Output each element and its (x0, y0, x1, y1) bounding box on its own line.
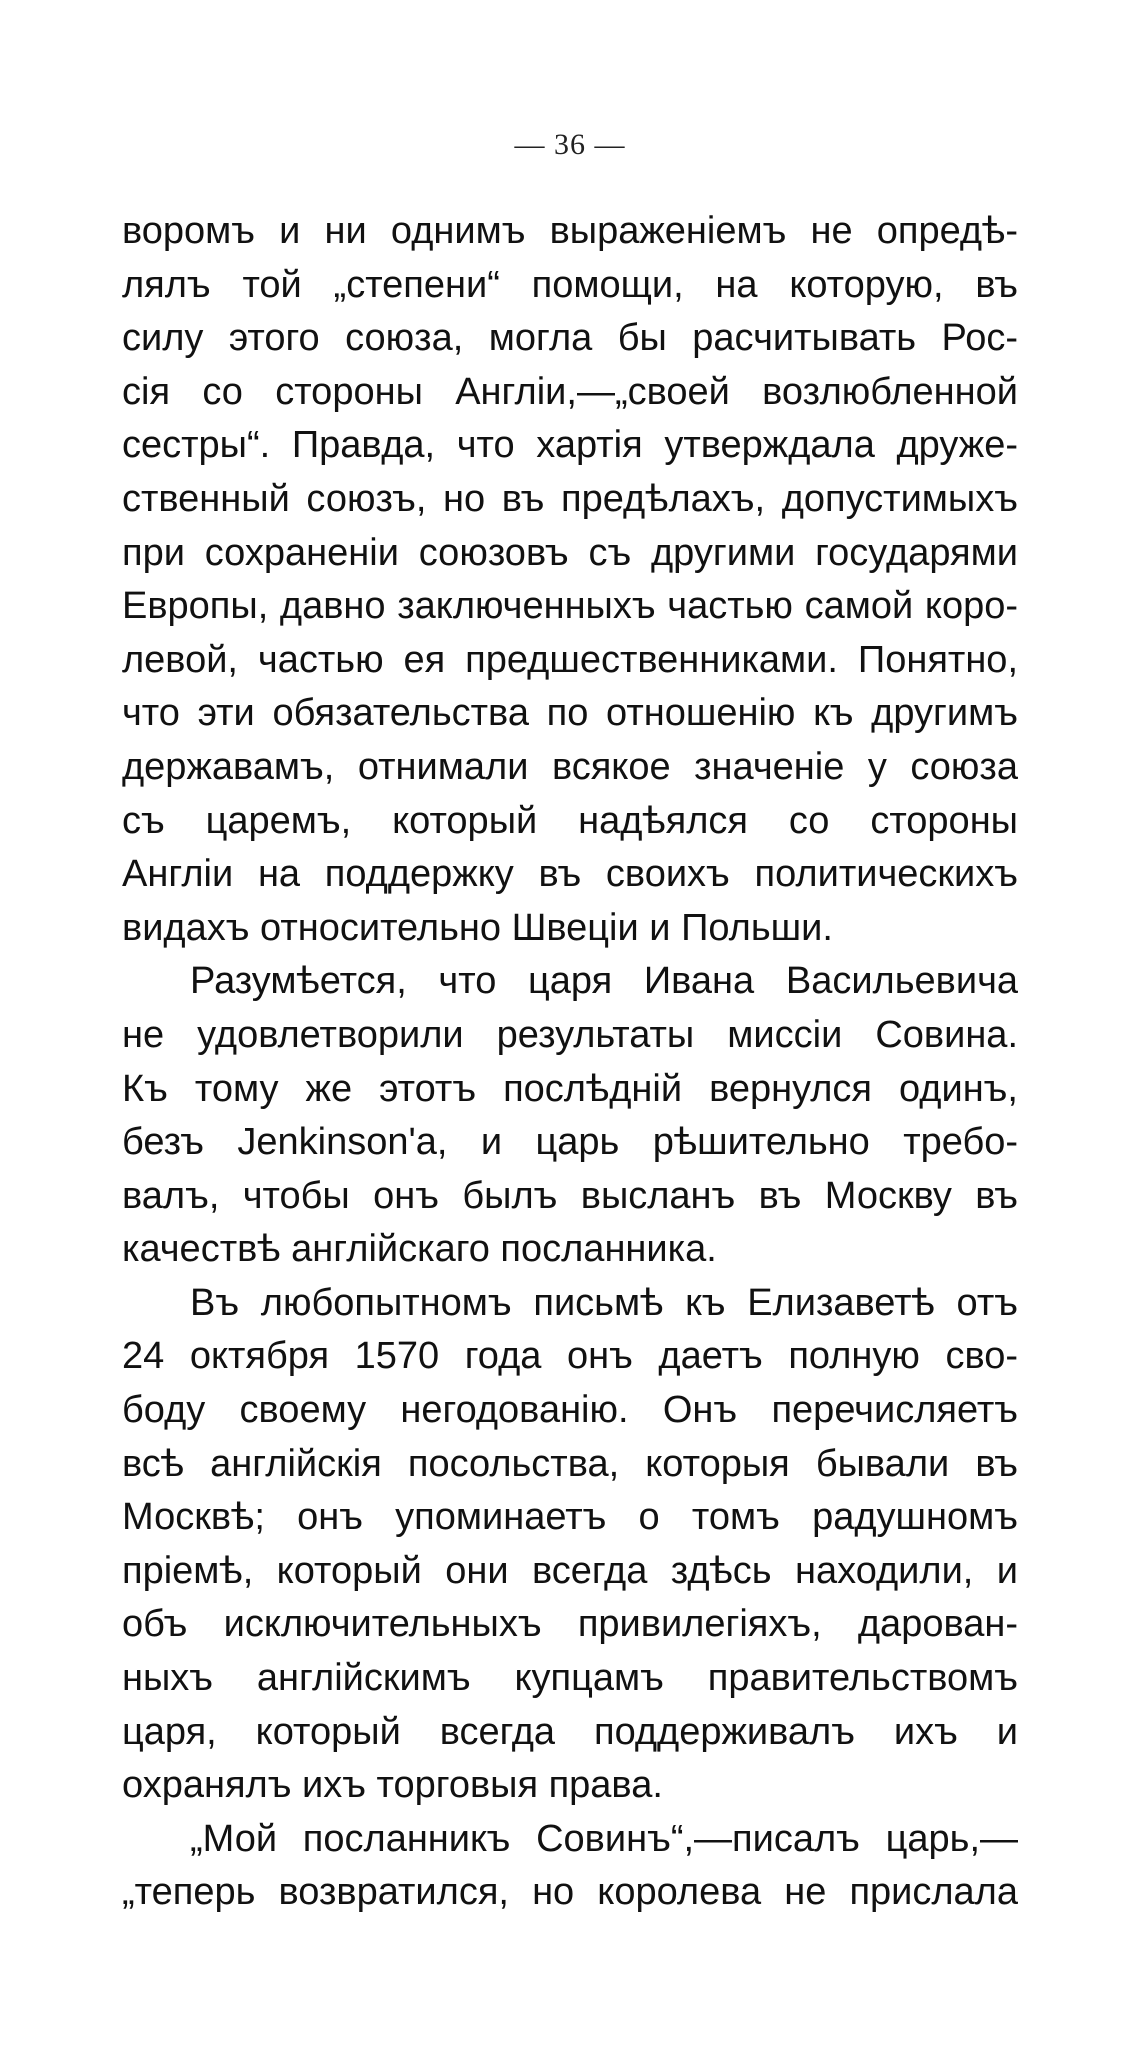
text-line: сія со стороны Англіи,—„своей возлюбленной (122, 370, 1018, 413)
text-line: царя, который всегда поддерживалъ ихъ и (122, 1710, 1018, 1753)
text-line: безъ Jenkinson'а, и царь рѣшительно требо- (122, 1121, 1018, 1164)
text-line: что эти обязательства по отношенію къ другимъ (122, 692, 1018, 735)
text-line: Разумѣется, что царя Ивана Васильевича (190, 960, 1018, 1003)
text-line: державамъ, отнимали всякое значеніе у союза (122, 745, 1018, 788)
text-line: Москвѣ; онъ упоминаетъ о томъ радушномъ (122, 1496, 1018, 1539)
text-line: не удовлетворили результаты миссіи Совина. (122, 1013, 1018, 1056)
text-line: Въ любопытномъ письмѣ къ Елизаветѣ отъ (190, 1281, 1018, 1324)
text-line: Англіи на поддержку въ своихъ политическихъ (122, 853, 1018, 896)
text-line: боду своему негодованію. Онъ перечисляетъ (122, 1389, 1018, 1432)
text-line: видахъ относительно Швеціи и Польши. (122, 906, 833, 949)
text-line: качествѣ англійскаго посланника. (122, 1228, 717, 1271)
text-line: ныхъ англійскимъ купцамъ правительствомъ (122, 1657, 1018, 1700)
text-line: сестры“. Правда, что хартія утверждала друже- (122, 424, 1018, 467)
text-line: пріемѣ, который они всегда здѣсь находили, и (122, 1549, 1018, 1592)
text-line: „Мой посланникъ Совинъ“,—писалъ царь,— (190, 1817, 1018, 1860)
text-line: Европы, давно заключенныхъ частью самой коро- (122, 585, 1018, 628)
text-line: левой, частью ея предшественниками. Понятно, (122, 638, 1018, 681)
text-line: „теперь возвратился, но королева не прислала (122, 1871, 1018, 1914)
text-line: силу этого союза, могла бы расчитывать Рос- (122, 317, 1018, 360)
text-line: съ царемъ, который надѣялся со стороны (122, 799, 1018, 842)
text-line: Къ тому же этотъ послѣдній вернулся одинъ, (122, 1067, 1018, 1110)
text-line: лялъ той „степени“ помощи, на которую, въ (122, 263, 1018, 306)
text-line: 24 октября 1570 года онъ даетъ полную сво- (122, 1335, 1018, 1378)
text-line: валъ, чтобы онъ былъ высланъ въ Москву въ (122, 1174, 1018, 1217)
text-line: при сохраненіи союзовъ съ другими государями (122, 531, 1018, 574)
text-line: охранялъ ихъ торговыя права. (122, 1764, 663, 1807)
text-line: воромъ и ни однимъ выраженіемъ не опредѣ- (122, 210, 1018, 252)
text-line: ственный союзъ, но въ предѣлахъ, допустимыхъ (122, 477, 1018, 520)
page-number: — 36 — (514, 128, 626, 161)
text-line: объ исключительныхъ привилегіяхъ, дарован- (122, 1603, 1018, 1646)
text-line: всѣ англійскія посольства, которыя бывали въ (122, 1442, 1018, 1485)
body-text (122, 205, 1018, 1920)
